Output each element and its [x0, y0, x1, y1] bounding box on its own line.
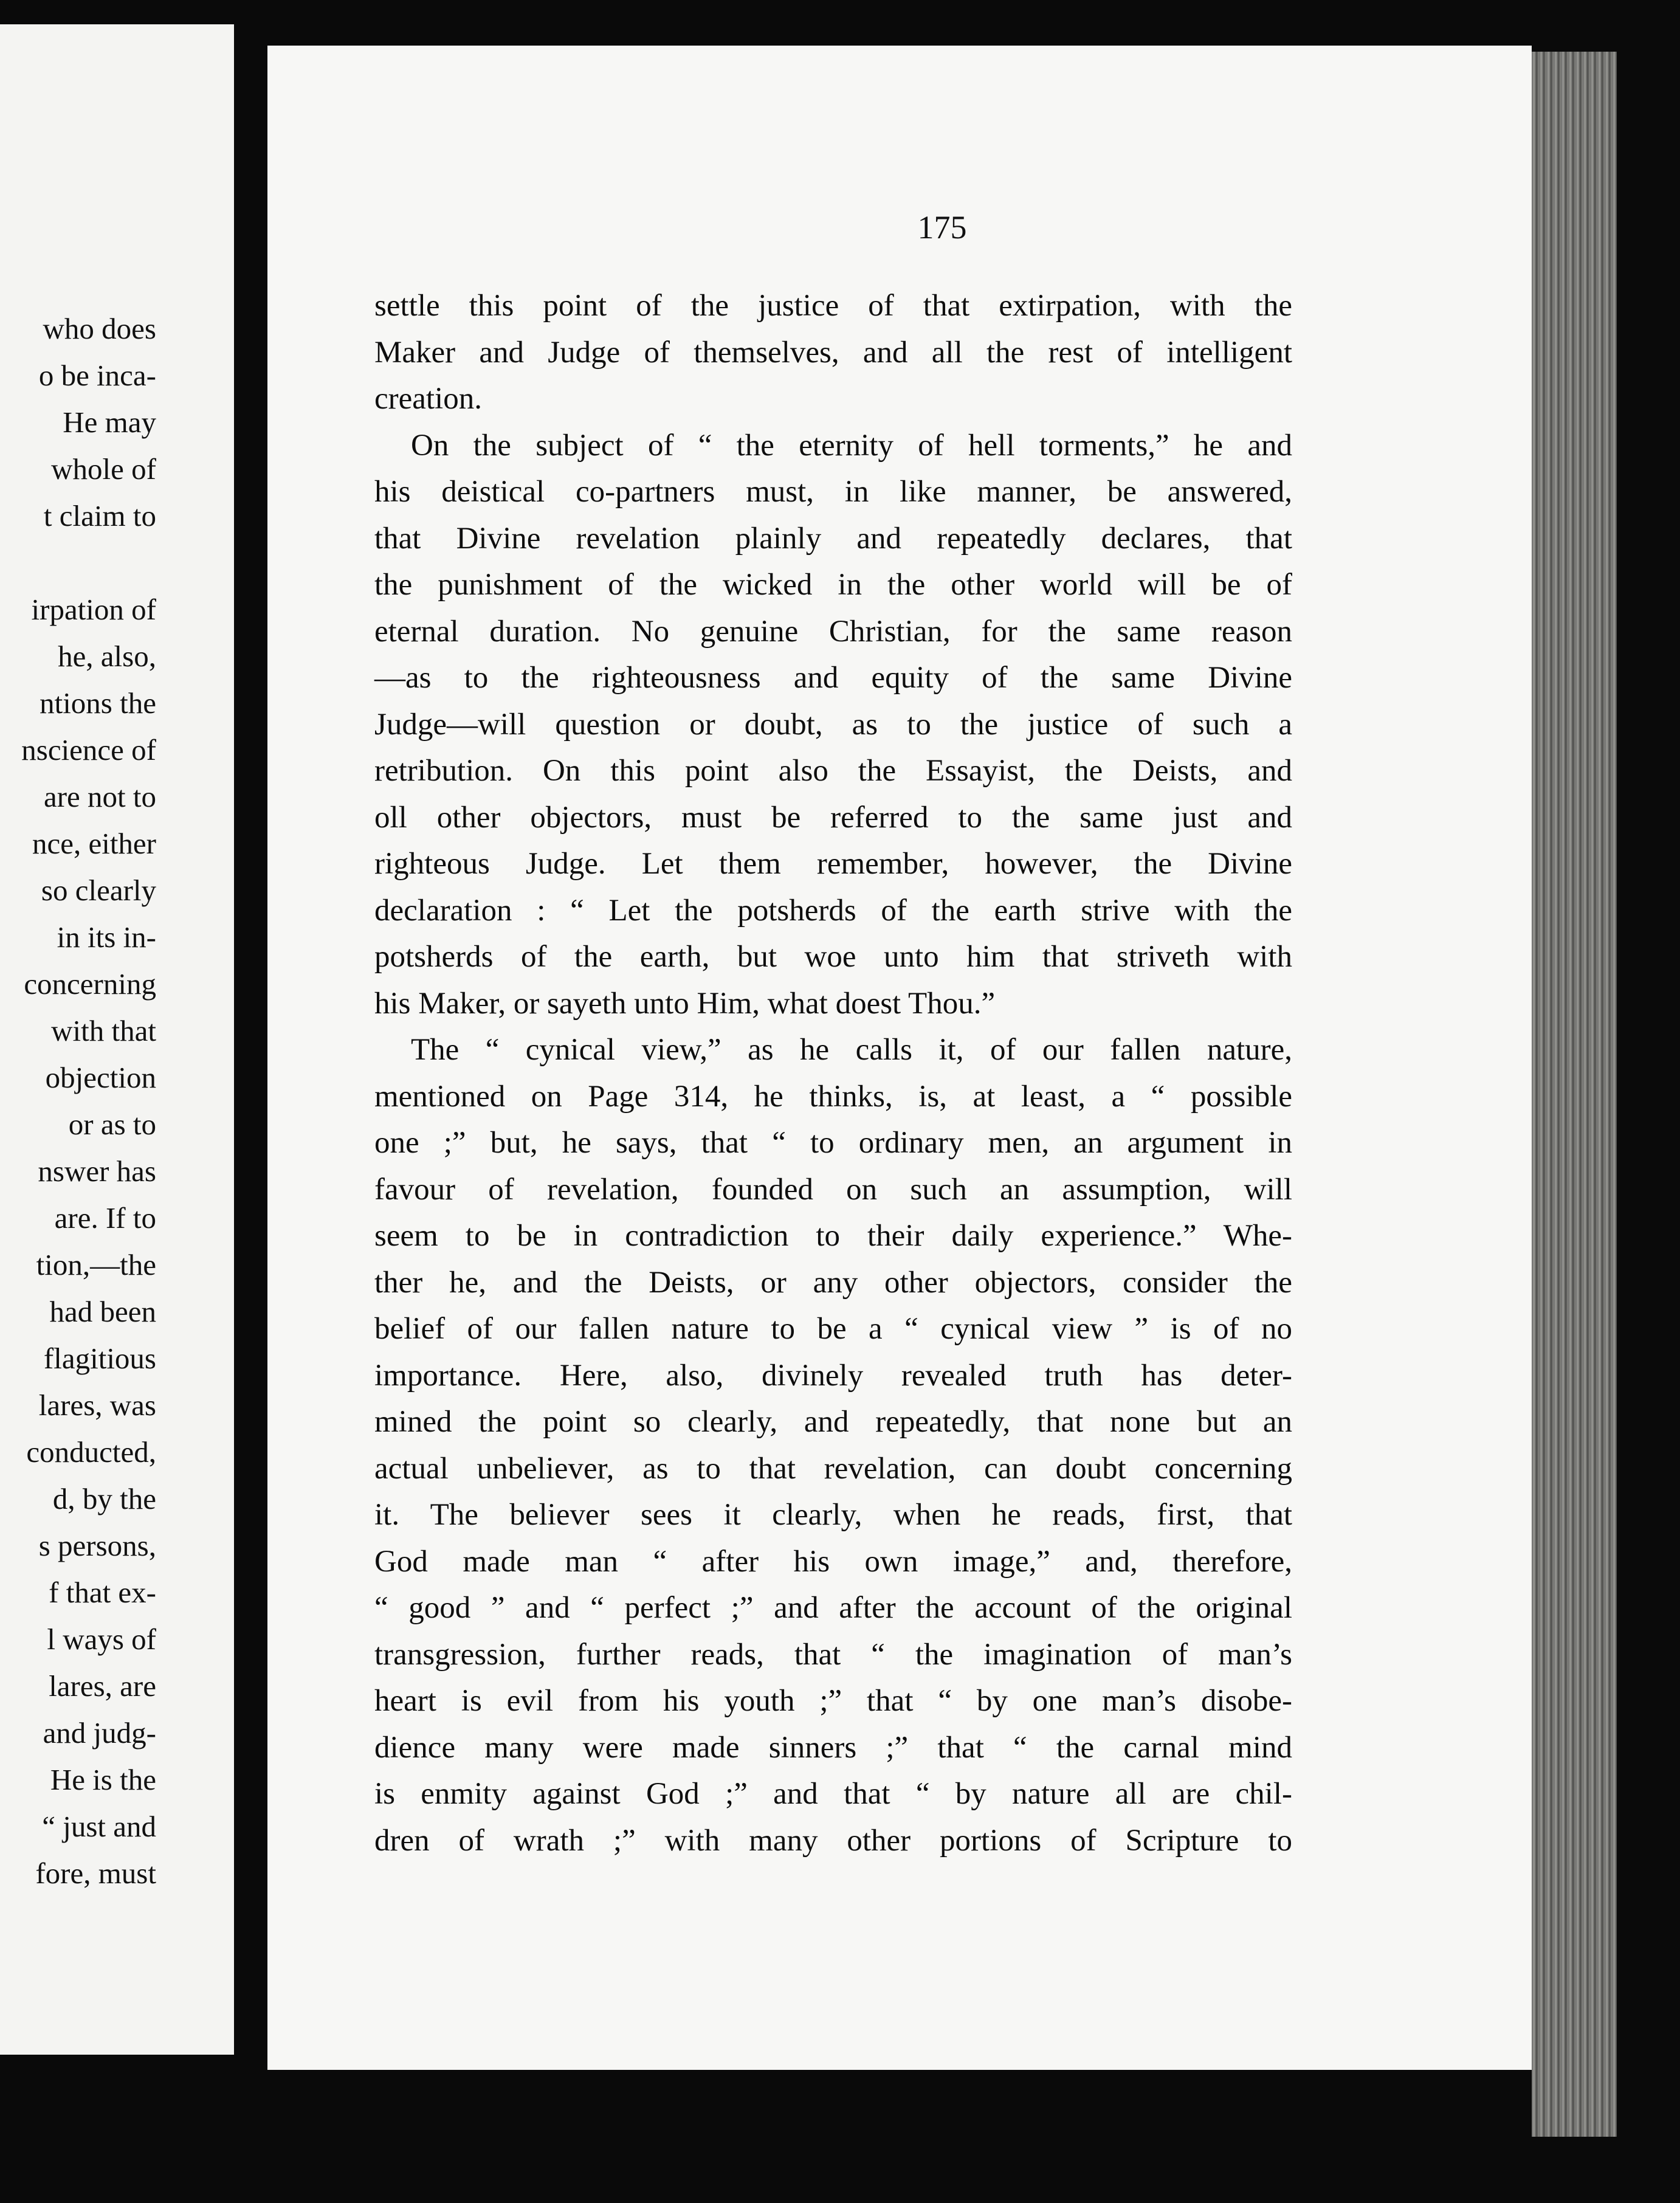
- left-page-line: d, by the: [52, 1482, 156, 1515]
- page-body-text: [374, 283, 1292, 1864]
- left-page-line: so clearly: [41, 874, 156, 907]
- left-page-line: concerning: [24, 967, 156, 1001]
- text-line: one ;” but, he says, that “ to ordinary men, an argument in: [374, 1126, 1292, 1160]
- left-page-line: fore, must: [35, 1857, 156, 1890]
- paragraph: [374, 1027, 1292, 1864]
- text-line: retribution. On this point also the Essayist, the Deists, and: [374, 754, 1292, 788]
- left-page-line: ntions the: [40, 686, 156, 720]
- text-line: his deistical co-partners must, in like manner, be answered,: [374, 475, 1292, 509]
- left-page-line: “ just and: [42, 1810, 156, 1843]
- text-line: righteous Judge. Let them remember, however, the Divine: [374, 847, 1292, 881]
- text-line: the punishment of the wicked in the other world will be of: [374, 568, 1292, 602]
- text-line: dren of wrath ;” with many other portions of Scripture to: [374, 1823, 1292, 1858]
- text-line: On the subject of “ the eternity of hell torments,” he and: [411, 428, 1292, 463]
- text-line: seem to be in contradiction to their daily experience.” Whe-: [374, 1219, 1292, 1253]
- text-line: “ good ” and “ perfect ;” and after the account of the original: [374, 1591, 1292, 1625]
- left-page-line: t claim to: [43, 499, 156, 533]
- text-line: importance. Here, also, divinely revealed truth has deter-: [374, 1358, 1292, 1393]
- left-page-line: or as to: [68, 1108, 156, 1141]
- left-page-line: had been: [49, 1295, 156, 1328]
- left-page-line: with that: [51, 1014, 156, 1047]
- left-page-line: nce, either: [32, 827, 156, 860]
- text-line: creation.: [374, 382, 482, 416]
- text-line: potsherds of the earth, but woe unto him that striveth with: [374, 940, 1292, 974]
- left-page-line: are not to: [43, 780, 156, 813]
- text-line: mentioned on Page 314, he thinks, is, at least, a “ possible: [374, 1079, 1292, 1114]
- text-line: —as to the righteousness and equity of the same Divine: [374, 661, 1292, 695]
- text-line: eternal duration. No genuine Christian, for the same reason: [374, 614, 1292, 649]
- text-line: dience many were made sinners ;” that “ the carnal mind: [374, 1730, 1292, 1765]
- text-line: transgression, further reads, that “ the imagination of man’s: [374, 1637, 1292, 1672]
- page-number: 175: [917, 209, 967, 246]
- left-page-line: irpation of: [31, 593, 156, 626]
- left-page-line: lares, was: [38, 1388, 156, 1422]
- paragraph: [374, 422, 1292, 1027]
- left-page-line: He may: [63, 405, 156, 439]
- left-page-line: nscience of: [21, 733, 156, 767]
- left-page-line: he, also,: [58, 640, 156, 673]
- text-line: Judge—will question or doubt, as to the justice of such a: [374, 707, 1292, 742]
- left-page-line: conducted,: [26, 1435, 156, 1469]
- left-page-line: s persons,: [38, 1529, 156, 1562]
- left-page-line: nswer has: [38, 1154, 156, 1188]
- text-line: declaration : “ Let the potsherds of the earth strive with the: [374, 893, 1292, 928]
- text-line: mined the point so clearly, and repeatedly, that none but an: [374, 1405, 1292, 1439]
- right-page: [267, 46, 1532, 2070]
- text-line: actual unbeliever, as to that revelation, can doubt concerning: [374, 1451, 1292, 1486]
- left-page-line: tion,—the: [36, 1248, 156, 1281]
- text-line: God made man “ after his own image,” and, therefore,: [374, 1544, 1292, 1579]
- text-line: belief of our fallen nature to be a “ cynical view ” is of no: [374, 1312, 1292, 1346]
- left-page-line: who does: [43, 312, 156, 345]
- left-page-line: are. If to: [54, 1201, 156, 1235]
- text-line: oll other objectors, must be referred to the same just and: [374, 800, 1292, 835]
- book-gutter: [234, 0, 267, 2203]
- left-page-line: in its in-: [57, 920, 156, 954]
- text-line: it. The believer sees it clearly, when he reads, first, that: [374, 1498, 1292, 1532]
- text-line: heart is evil from his youth ;” that “ by one man’s disobe-: [374, 1684, 1292, 1718]
- left-page-line: flagitious: [43, 1342, 156, 1375]
- text-line: favour of revelation, founded on such an assumption, will: [374, 1172, 1292, 1207]
- text-line: The “ cynical view,” as he calls it, of our fallen nature,: [411, 1033, 1292, 1067]
- page-edges: [1532, 52, 1617, 2137]
- left-page-line: and judg-: [43, 1716, 156, 1750]
- paragraph: [374, 283, 1292, 422]
- text-line: settle this point of the justice of that extirpation, with the: [374, 289, 1292, 323]
- left-page-line: o be inca-: [38, 359, 156, 392]
- text-line: Maker and Judge of themselves, and all the rest of intelligent: [374, 335, 1292, 370]
- left-page-line: l ways of: [47, 1622, 156, 1656]
- left-page-line: [0, 539, 156, 586]
- left-page-line: lares, are: [49, 1669, 156, 1703]
- text-line: is enmity against God ;” and that “ by nature all are chil-: [374, 1777, 1292, 1811]
- left-page-line: He is the: [50, 1763, 156, 1796]
- text-line: his Maker, or sayeth unto Him, what doest Thou.”: [374, 986, 996, 1021]
- left-facing-page: [0, 24, 234, 2055]
- text-line: ther he, and the Deists, or any other objectors, consider the: [374, 1265, 1292, 1300]
- left-page-text: [0, 305, 156, 1897]
- text-line: that Divine revelation plainly and repeatedly declares, that: [374, 521, 1292, 556]
- left-page-line: whole of: [51, 452, 156, 486]
- left-page-line: f that ex-: [49, 1576, 156, 1609]
- left-page-line: objection: [45, 1061, 156, 1094]
